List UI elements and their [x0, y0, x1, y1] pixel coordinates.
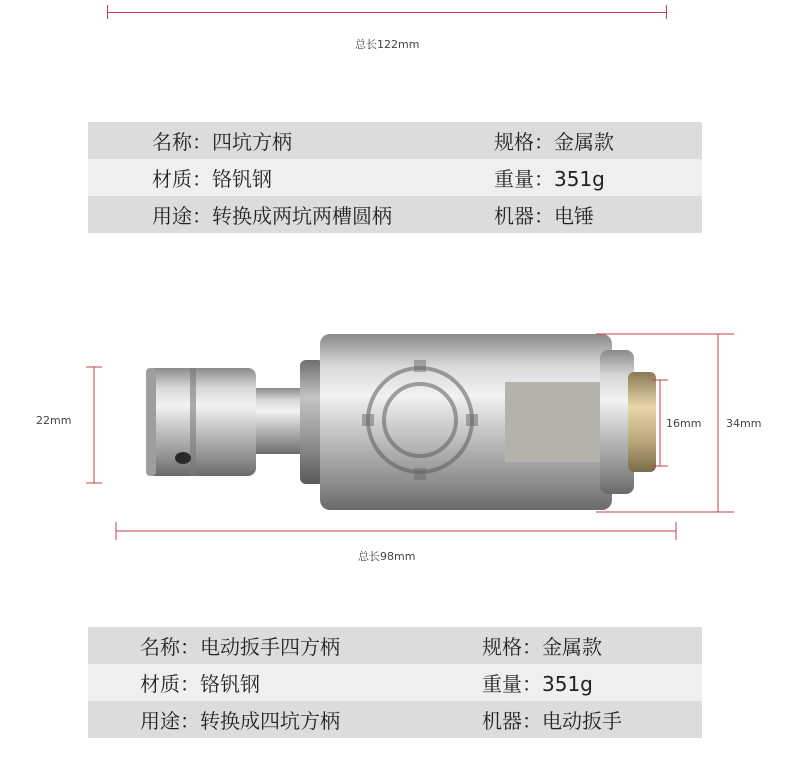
spec-cell-left: 用途：转换成四坑方柄 [140, 709, 340, 733]
top-length-label: 总长122mm [355, 38, 420, 51]
spec-cell-left: 材质：铬钒钢 [140, 672, 260, 696]
spec-cell-left: 名称：四坑方柄 [152, 130, 292, 154]
spec-row [88, 664, 702, 701]
socket-body [146, 368, 256, 476]
spec-row [88, 627, 702, 664]
spec-cell-right: 规格：金属款 [494, 130, 614, 154]
left-diameter-label: 22mm [36, 414, 72, 427]
spec-cell-right: 机器：电锤 [494, 204, 594, 228]
spec-cell-left: 材质：铬钒钢 [152, 167, 272, 191]
spec-table-2 [88, 627, 702, 738]
socket-hole [175, 452, 191, 464]
bottom-length-label: 总长98mm [358, 550, 416, 563]
spec-cell-right: 规格：金属款 [482, 635, 602, 659]
spec-row [88, 701, 702, 738]
inner-square-label: 16mm [666, 417, 702, 430]
spec-cell-left: 名称：电动扳手四方柄 [140, 635, 340, 659]
spec-cell-left: 用途：转换成两坑两槽圆柄 [152, 204, 392, 228]
spec-cell-right: 机器：电动扳手 [482, 709, 622, 733]
outer-diameter-label: 34mm [726, 417, 762, 430]
shaft-neck [256, 388, 306, 454]
spec-cell-right: 重量：351g [494, 167, 605, 191]
spec-cell-right: 重量：351g [482, 672, 593, 696]
brass-end [628, 372, 656, 472]
